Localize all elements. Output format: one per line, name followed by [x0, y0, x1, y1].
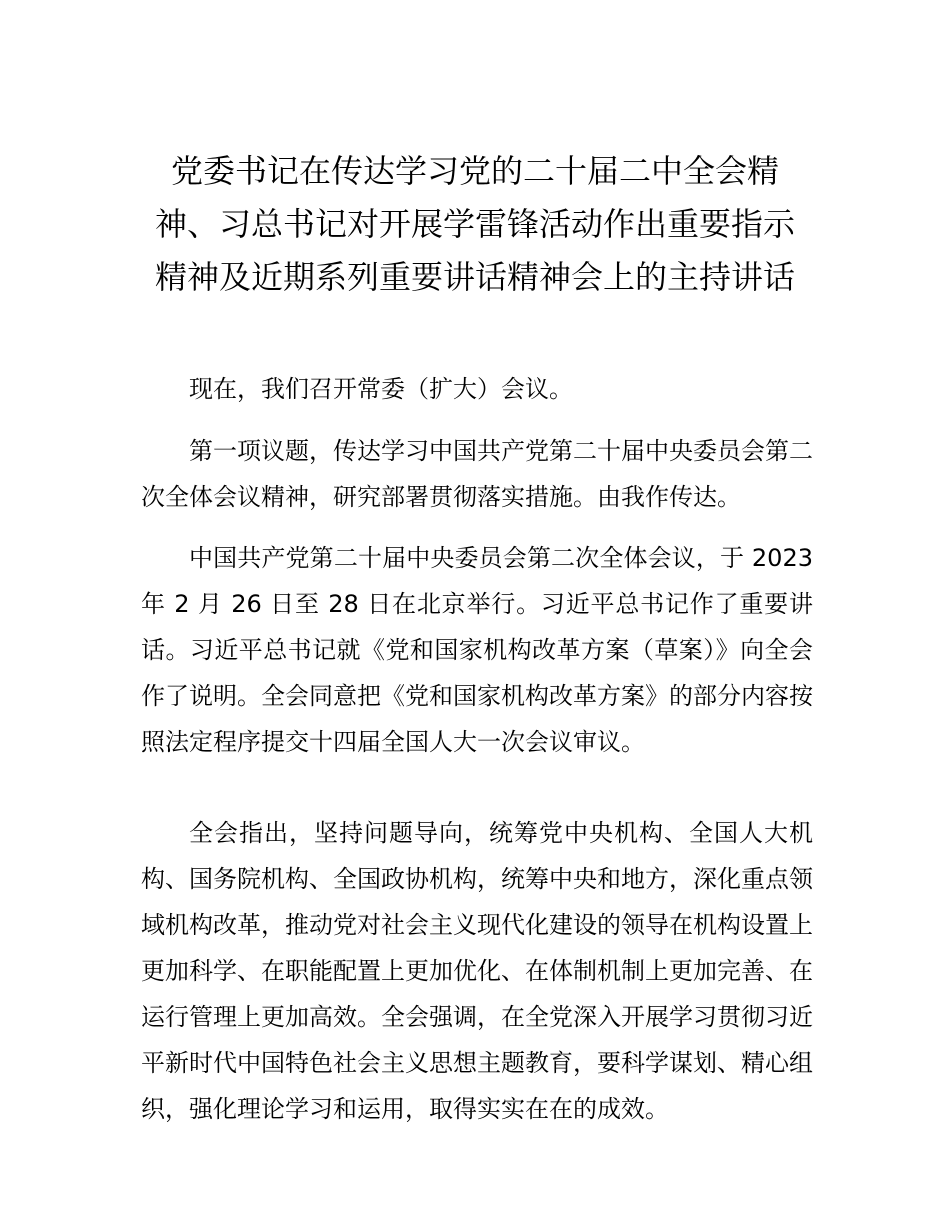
document-title: 党委书记在传达学习党的二十届二中全会精神、习总书记对开展学雷锋活动作出重要指示精神及近期系列重要讲话精神会上的主持讲话 [154, 152, 795, 296]
paragraph-1: 现在，我们召开常委（扩大）会议。 [189, 375, 573, 403]
paragraph-4: 全会指出，坚持问题导向，统筹党中央机构、全国人大机构、国务院机构、全国政协机构，统筹中央和地方，深化重点领域机构改革，推动党对社会主义现代化建设的领导在机构设置上更加科学、在职能配置上更加优化、在体制机制上更加完善、在运行管理上更加高效。全会强调，在全党深入开展学习贯彻习近平新时代中国特色社会主义思想主题教育，要科学谋划、精心组织，强化理论学习和运用，取得实实在在的成效。 [141, 819, 813, 1123]
paragraph-3: 中国共产党第二十届中央委员会第二次全体会议，于 2023 年 2 月 26 日至 28 日在北京举行。习近平总书记作了重要讲话。习近平总书记就《党和国家机构改革方案（草案）》向全会作了说明。全会同意把《党和国家机构改革方案》的部分内容按照法定程序提交十四届全国人大一次会议审议。 [141, 544, 813, 756]
paragraph-2: 第一项议题，传达学习中国共产党第二十届中央委员会第二次全体会议精神，研究部署贯彻落实措施。由我作传达。 [141, 437, 813, 511]
